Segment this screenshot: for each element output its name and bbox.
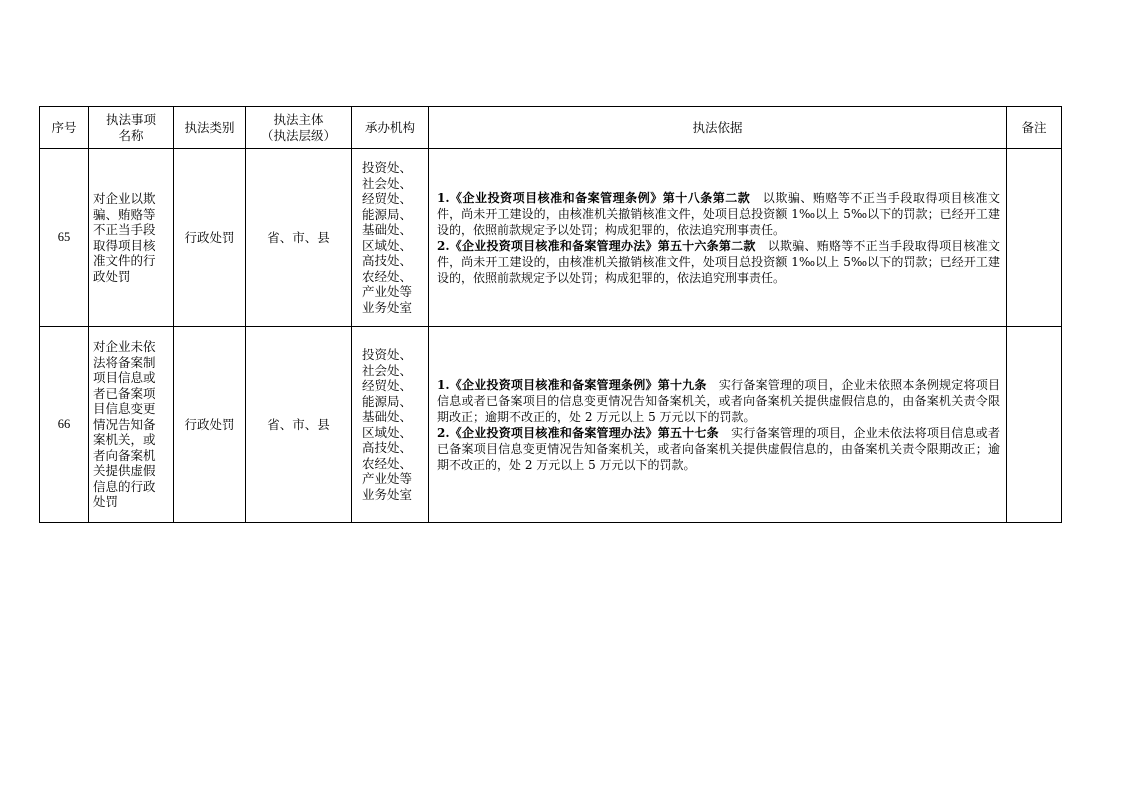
row-category: 行政处罚 [174, 327, 246, 523]
org-line: 区域处、 [362, 424, 413, 440]
org-line: 社会处、 [362, 175, 413, 191]
row-item-name [89, 149, 174, 327]
name-line: 项目信息或 [93, 370, 156, 386]
basis-text: 以欺骗、贿赂等不正当手段取得项目核准文件，尚未开工建设的，由核准机关撤销核准文件，处项目总投资额 1‰以上 5‰以下的罚款；已经开工建设的，依照前款规定予以处罚；构成犯罪的，依法追究刑事责任。 [437, 190, 1000, 237]
basis-title: 1.《企业投资项目核准和备案管理条例》第十九条 [437, 377, 707, 392]
header-row [40, 107, 1062, 149]
org-line: 基础处、 [362, 409, 413, 424]
row-seq: 65 [40, 149, 89, 327]
basis-clause [437, 238, 1000, 286]
basis-title: 1.《企业投资项目核准和备案管理条例》第十八条第二款 [437, 190, 751, 205]
header-seq: 序号 [40, 107, 89, 149]
header-name-line1: 执法事项 [105, 112, 156, 127]
name-line: 目信息变更 [93, 401, 156, 417]
row-legal-basis [429, 327, 1007, 523]
org-line: 高技处、 [362, 440, 413, 455]
basis-text: 实行备案管理的项目，企业未依法将项目信息或者已备案项目信息变更情况告知备案机关，或者向备案机关提供虚假信息的，由备案机关责令限期改正；逾期不改正的，处 2 万元以上 5 万元以下的罚款。 [437, 425, 1000, 472]
name-line: 关提供虚假 [93, 463, 156, 479]
org-line: 经贸处、 [362, 191, 413, 206]
name-line: 取得项目核 [93, 237, 156, 253]
name-line: 信息的行政 [93, 478, 156, 494]
header-subject [246, 107, 352, 149]
row-org [352, 149, 429, 327]
basis-title: 2.《企业投资项目核准和备案管理办法》第五十七条 [437, 425, 719, 440]
org-line: 农经处、 [362, 268, 413, 284]
org-line: 区域处、 [362, 237, 413, 253]
org-line: 经贸处、 [362, 378, 413, 393]
header-name [89, 107, 174, 149]
row-subject: 省、市、县 [246, 327, 352, 523]
table-row [40, 327, 1062, 523]
name-line: 情况告知备 [93, 416, 156, 432]
org-line: 投资处、 [362, 347, 413, 362]
row-category: 行政处罚 [174, 149, 246, 327]
row-item-name [89, 327, 174, 523]
header-subject-line1: 执法主体 [273, 112, 324, 127]
row-note [1007, 149, 1062, 327]
name-line: 骗、贿赂等 [93, 206, 156, 222]
name-line: 处罚 [93, 494, 119, 510]
name-line: 准文件的行 [93, 253, 156, 268]
header-name-line2: 名称 [118, 127, 144, 143]
header-basis: 执法依据 [429, 107, 1007, 149]
basis-title: 2.《企业投资项目核准和备案管理办法》第五十六条第二款 [437, 238, 756, 253]
header-subject-line2: （执法层级） [260, 127, 336, 143]
row-seq: 66 [40, 327, 89, 523]
basis-text: 以欺骗、贿赂等不正当手段取得项目核准文件，尚未开工建设的，由核准机关撤销核准文件，处项目总投资额 1‰以上 5‰以下的罚款；已经开工建设的，依照前款规定予以处罚；构成犯罪的，依法追究刑事责任。 [437, 238, 1000, 285]
basis-text: 实行备案管理的项目，企业未依照本条例规定将项目信息或者已备案项目的信息变更情况告知备案机关，或者向备案机关提供虚假信息的，由备案机关责令限期改正；逾期不改正的，处 2 万元以上 5 万元以下的罚款。 [437, 377, 1000, 424]
row-note [1007, 327, 1062, 523]
org-line: 业务处室 [362, 486, 413, 502]
org-line: 产业处等 [362, 284, 413, 299]
enforcement-table [39, 106, 1062, 523]
row-subject: 省、市、县 [246, 149, 352, 327]
header-note: 备注 [1007, 107, 1062, 149]
basis-clause [437, 190, 1000, 238]
org-line: 社会处、 [362, 362, 413, 378]
name-line: 对企业以欺 [93, 191, 156, 206]
header-category: 执法类别 [174, 107, 246, 149]
basis-clause [437, 425, 1000, 473]
org-line: 能源局、 [362, 393, 413, 409]
row-legal-basis [429, 149, 1007, 327]
org-line: 能源局、 [362, 206, 413, 222]
org-line: 基础处、 [362, 222, 413, 237]
org-line: 投资处、 [362, 160, 413, 175]
name-line: 者向备案机 [93, 447, 156, 463]
name-line: 不正当手段 [93, 222, 156, 237]
table-row [40, 149, 1062, 327]
name-line: 者已备案项 [93, 385, 156, 401]
name-line: 案机关，或 [93, 432, 156, 448]
org-line: 农经处、 [362, 455, 413, 471]
name-line: 法将备案制 [93, 354, 156, 370]
name-line: 政处罚 [93, 268, 131, 284]
name-line: 对企业未依 [93, 339, 156, 355]
basis-clause [437, 377, 1000, 425]
org-line: 产业处等 [362, 471, 413, 486]
row-org [352, 327, 429, 523]
header-org: 承办机构 [352, 107, 429, 149]
org-line: 业务处室 [362, 299, 413, 315]
org-line: 高技处、 [362, 253, 413, 268]
